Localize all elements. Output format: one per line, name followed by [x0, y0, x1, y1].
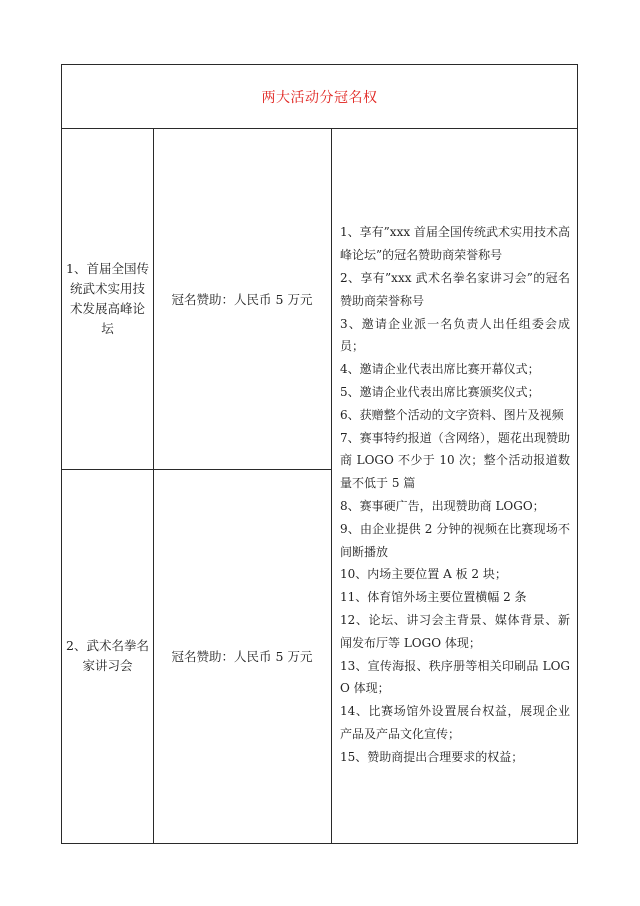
sponsor-rights-cell	[332, 129, 578, 843]
rights-item: 10、内场主要位置 A 板 2 块；	[340, 567, 507, 582]
rights-item: 12、论坛、讲习会主背景、媒体背景、新闻发布厅等 LOGO 体现；	[340, 612, 570, 650]
sponsorship-amount: 冠名赞助：人民币 5 万元	[171, 292, 313, 307]
rights-item: 6、获赠整个活动的文字资料、图片及视频	[340, 407, 564, 422]
rights-item: 14、比赛场馆外设置展台权益，展现企业产品及产品文化宣传；	[340, 704, 570, 741]
sponsorship-amount-cell	[153, 129, 331, 469]
rights-item: 11、体育馆外场主要位置横幅 2 条	[340, 590, 527, 605]
event-name: 2、武术名拳名家讲习会	[66, 638, 149, 673]
table-title-row	[62, 65, 577, 129]
sponsorship-amount-cell	[153, 469, 331, 843]
event-name-cell	[62, 129, 153, 469]
event-name: 1、首届全国传统武术实用技术发展高峰论坛	[66, 261, 149, 336]
rights-item: 7、赛事特约报道（含网络），题花出现赞助商 LOGO 不少于 10 次；整个活动报道数量不低于 5 篇	[340, 430, 570, 491]
rights-item: 5、邀请企业代表出席比赛颁奖仪式；	[340, 385, 540, 400]
sponsor-rights-list	[340, 221, 570, 768]
rights-item: 2、享有”xxx 武术名拳名家讲习会”的冠名赞助商荣誉称号	[340, 271, 570, 308]
rights-item: 8、赛事硬广告，出现赞助商 LOGO；	[340, 499, 545, 513]
table-title: 两大活动分冠名权	[261, 89, 378, 106]
rights-item: 3、邀请企业派一名负责人出任组委会成员；	[340, 316, 570, 354]
sponsorship-amount: 冠名赞助：人民币 5 万元	[171, 649, 313, 664]
event-name-cell	[62, 469, 153, 843]
rights-item: 4、邀请企业代表出席比赛开幕仪式；	[340, 362, 540, 377]
sponsorship-table	[61, 64, 578, 844]
rights-item: 1、享有”xxx 首届全国传统武术实用技术高峰论坛”的冠名赞助商荣誉称号	[340, 225, 570, 263]
rights-item: 9、由企业提供 2 分钟的视频在比赛现场不间断播放	[340, 521, 570, 559]
rights-item: 13、宣传海报、秩序册等相关印刷品 LOGO 体现；	[340, 658, 570, 696]
rights-item: 15、赞助商提出合理要求的权益；	[340, 749, 524, 764]
